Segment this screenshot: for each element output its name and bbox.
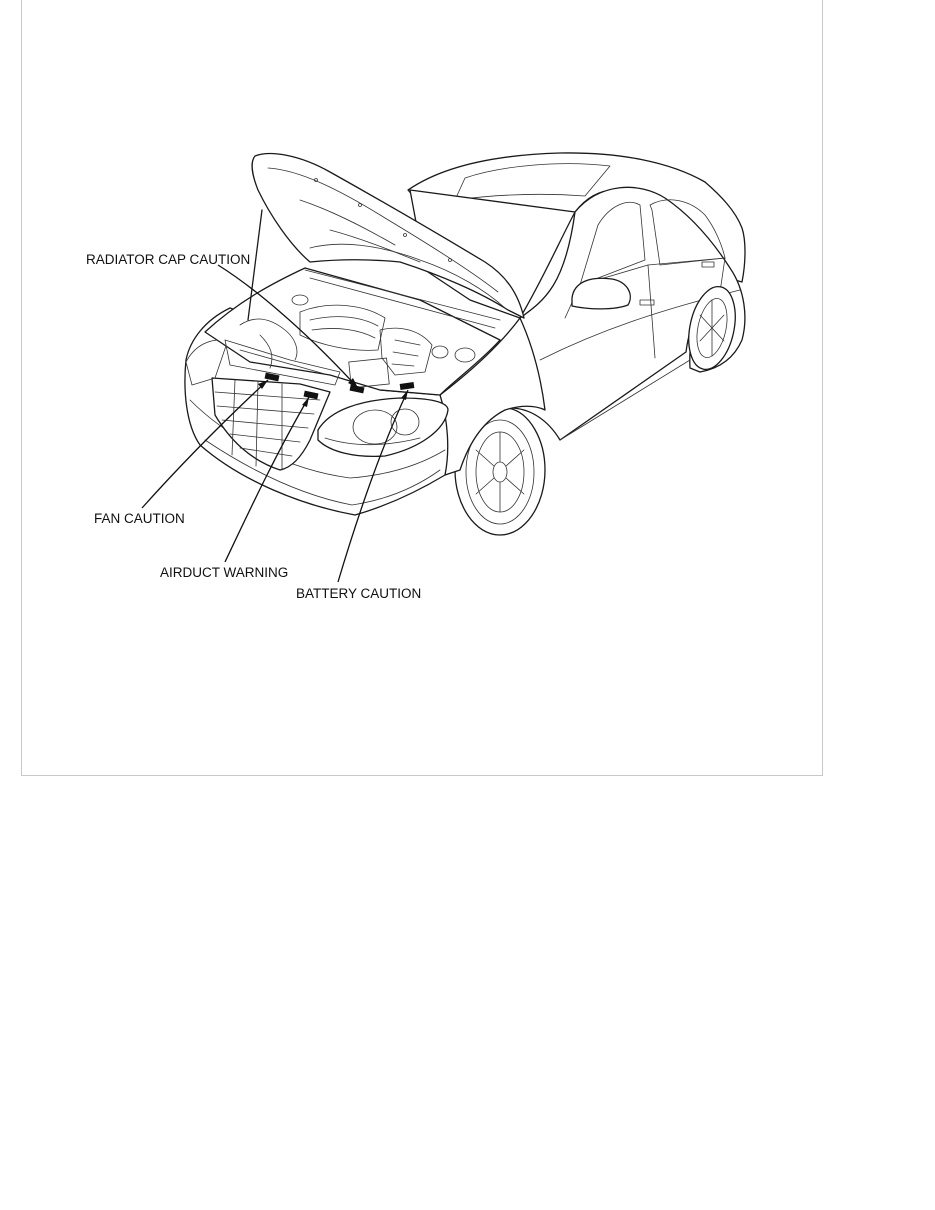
radiator-cap-caution-label: RADIATOR CAP CAUTION bbox=[86, 252, 251, 267]
battery-caution-label: BATTERY CAUTION bbox=[296, 586, 422, 601]
side-mirror bbox=[572, 278, 630, 309]
fan-caution-label: FAN CAUTION bbox=[94, 511, 185, 526]
airduct-warning-label: AIRDUCT WARNING bbox=[160, 565, 289, 580]
car-illustration bbox=[185, 153, 745, 535]
